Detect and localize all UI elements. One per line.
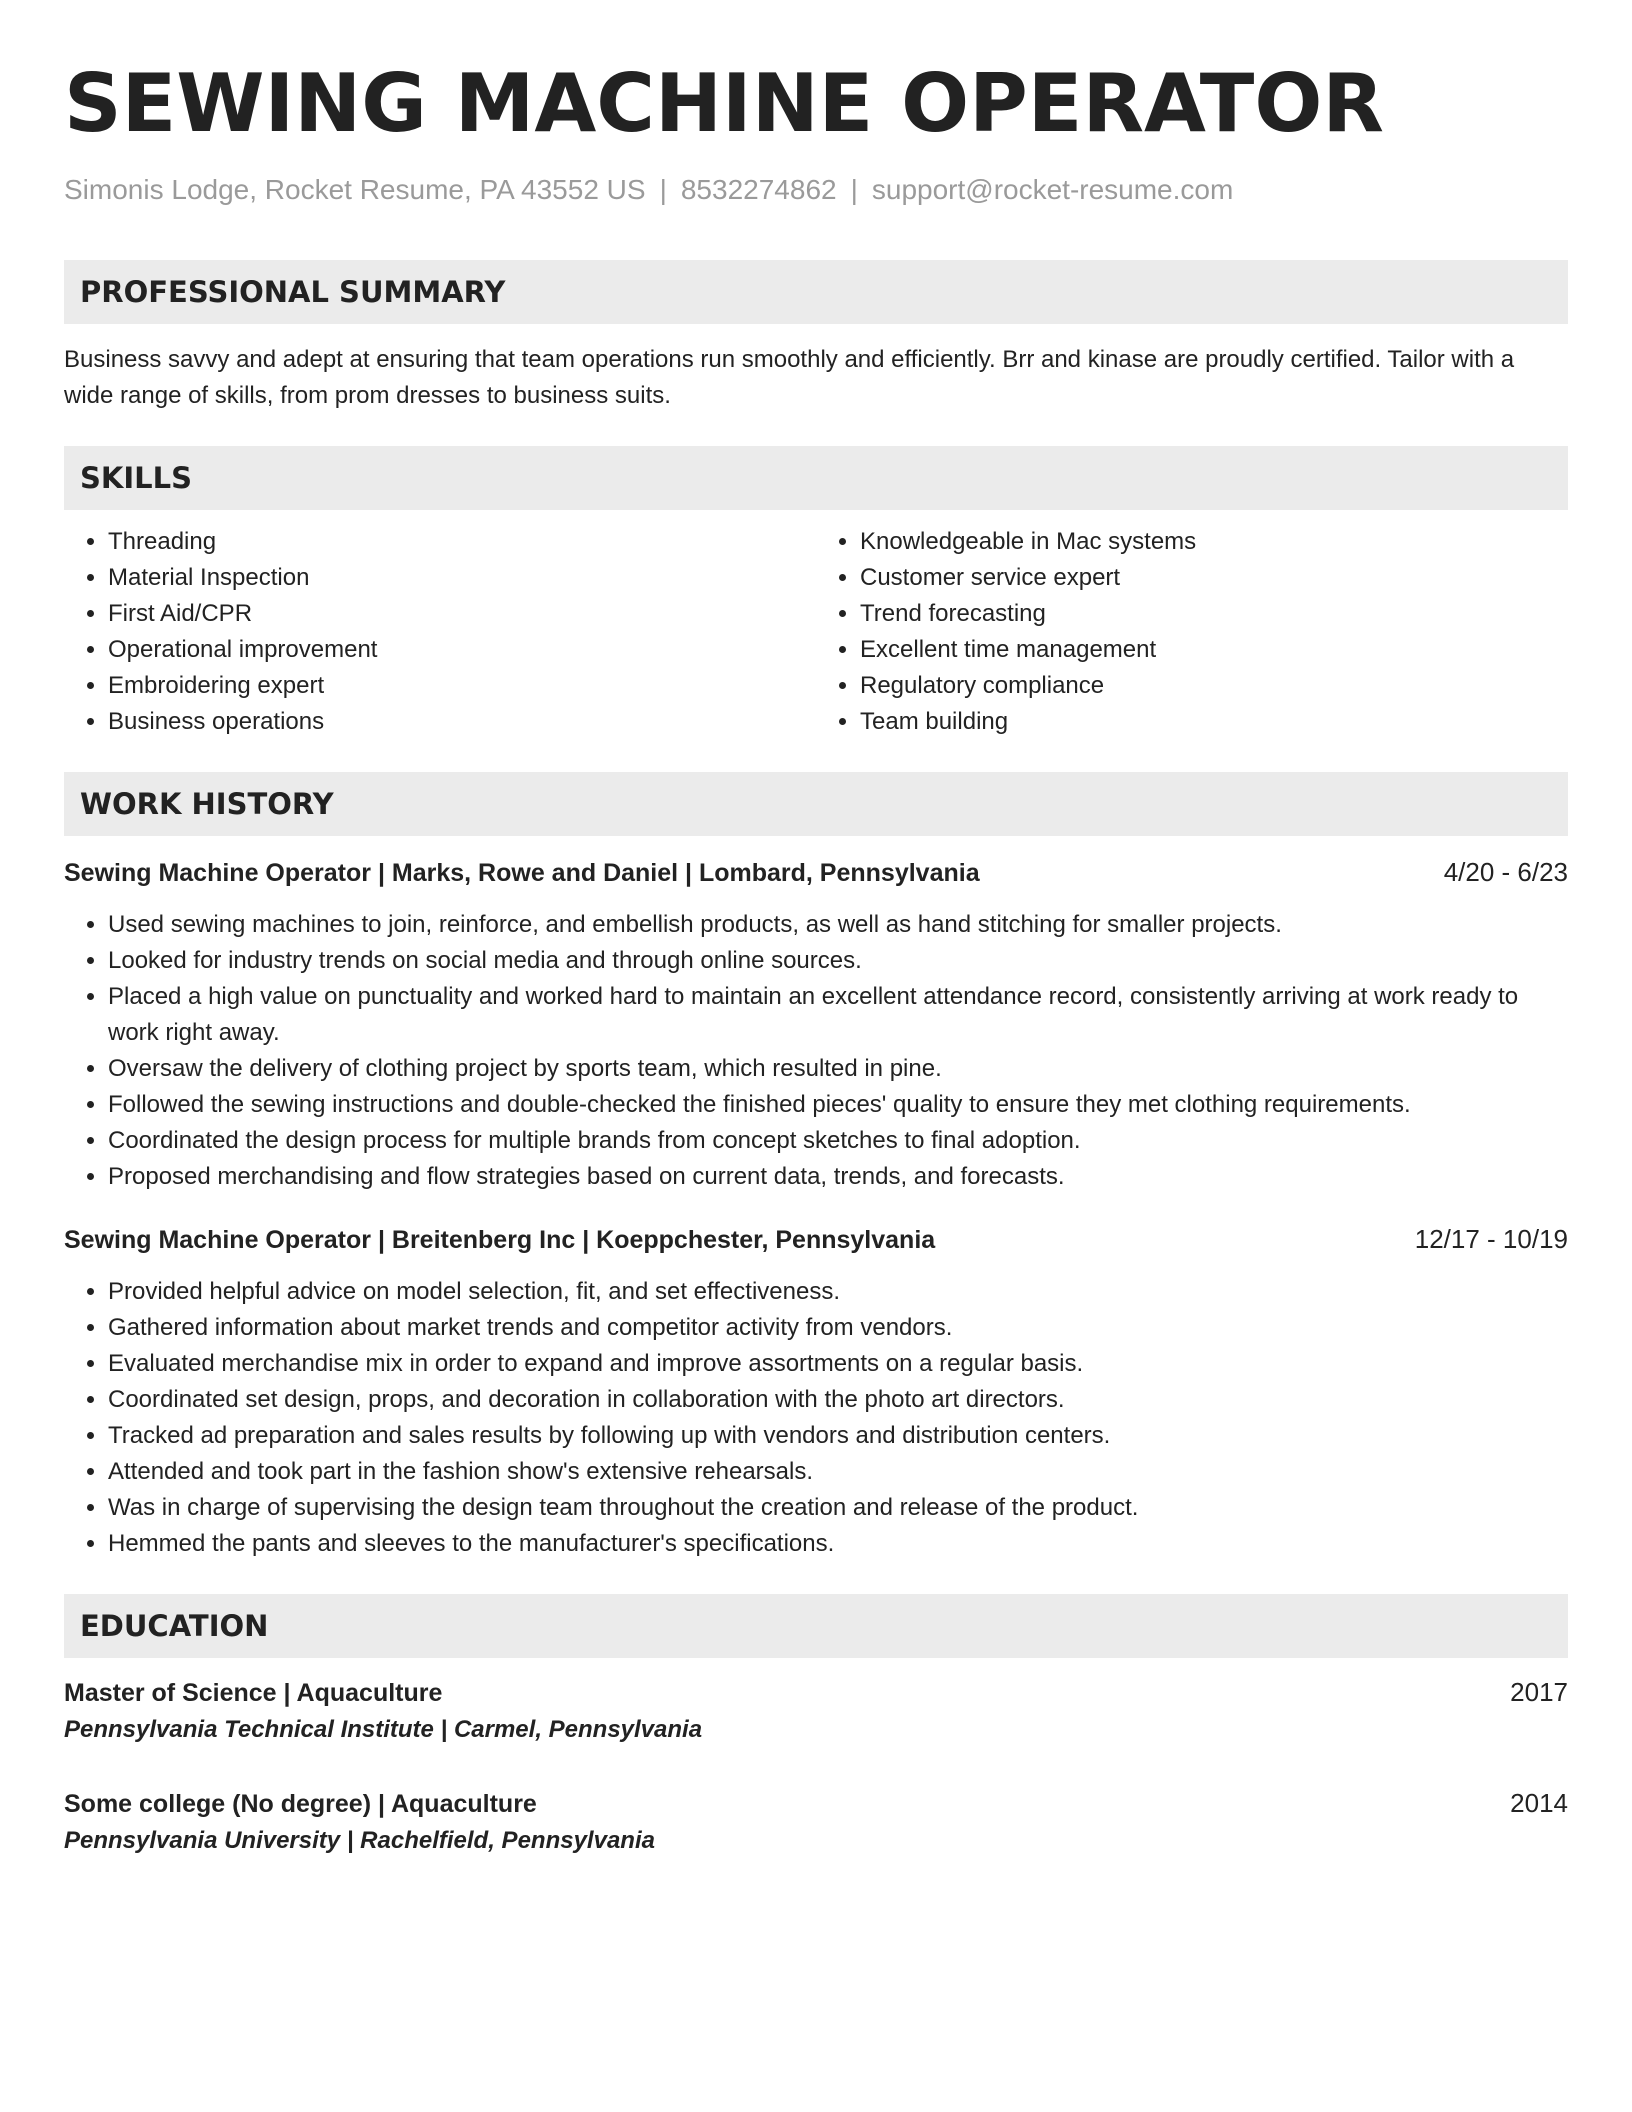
work-heading: WORK HISTORY bbox=[80, 787, 334, 821]
job-dates: 4/20 - 6/23 bbox=[1443, 857, 1568, 887]
job-bullet: • Coordinated set design, props, and decoration in collaboration with the photo art directors. bbox=[108, 1382, 1568, 1418]
job-bullets bbox=[64, 907, 1568, 1195]
job-bullet: • Attended and took part in the fashion show's extensive rehearsals. bbox=[108, 1454, 1568, 1490]
contact-line bbox=[64, 172, 1568, 208]
job-bullets bbox=[64, 1274, 1568, 1562]
job-bullet: • Coordinated the design process for multiple brands from concept sketches to final adoption. bbox=[108, 1123, 1568, 1159]
skill-item: • Customer service expert bbox=[860, 560, 1568, 596]
education-header bbox=[64, 1785, 1568, 1822]
job-bullet: • Was in charge of supervising the design team throughout the creation and release of the product. bbox=[108, 1490, 1568, 1526]
contact-separator: | bbox=[850, 174, 858, 205]
job-header bbox=[64, 854, 1568, 891]
skills-heading: SKILLS bbox=[80, 461, 192, 495]
job-title: Sewing Machine Operator | Marks, Rowe and Daniel | Lombard, Pennsylvania bbox=[64, 859, 980, 887]
education-year: 2014 bbox=[1510, 1788, 1568, 1818]
skill-item: • First Aid/CPR bbox=[108, 596, 816, 632]
job-title: Sewing Machine Operator | Breitenberg Inc | Koeppchester, Pennsylvania bbox=[64, 1226, 936, 1254]
skill-item: • Material Inspection bbox=[108, 560, 816, 596]
job-bullet: • Oversaw the delivery of clothing project by sports team, which resulted in pine. bbox=[108, 1051, 1568, 1087]
education-degree: Master of Science | Aquaculture bbox=[64, 1679, 443, 1707]
job-bullet: • Gathered information about market trends and competitor activity from vendors. bbox=[108, 1310, 1568, 1346]
job-bullet: • Proposed merchandising and flow strategies based on current data, trends, and forecasts. bbox=[108, 1159, 1568, 1195]
skill-item: • Threading bbox=[108, 524, 816, 560]
education-heading: EDUCATION bbox=[80, 1609, 269, 1643]
skill-item: • Trend forecasting bbox=[860, 596, 1568, 632]
skill-item: • Team building bbox=[860, 704, 1568, 740]
skill-item: • Excellent time management bbox=[860, 632, 1568, 668]
job-bullet: • Tracked ad preparation and sales results by following up with vendors and distribution centers. bbox=[108, 1418, 1568, 1454]
job-bullet: • Provided helpful advice on model selection, fit, and set effectiveness. bbox=[108, 1274, 1568, 1310]
education-heading-bar bbox=[64, 1594, 1568, 1658]
job-bullet: • Used sewing machines to join, reinforce, and embellish products, as well as hand stitching for smaller projects. bbox=[108, 907, 1568, 943]
job-header bbox=[64, 1221, 1568, 1258]
skill-item: • Knowledgeable in Mac systems bbox=[860, 524, 1568, 560]
job-bullet: • Placed a high value on punctuality and worked hard to maintain an excellent attendance record, consistently arriving at work ready to work right away. bbox=[108, 979, 1568, 1051]
skill-item: • Regulatory compliance bbox=[860, 668, 1568, 704]
education-school: Pennsylvania University | Rachelfield, Pennsylvania bbox=[64, 1827, 655, 1854]
education-school: Pennsylvania Technical Institute | Carmel, Pennsylvania bbox=[64, 1716, 703, 1743]
skills-list-left bbox=[64, 524, 816, 740]
skills-heading-bar bbox=[64, 446, 1568, 510]
skills-columns bbox=[64, 524, 1568, 740]
contact-email: support@rocket-resume.com bbox=[871, 174, 1234, 205]
job-bullet: • Evaluated merchandise mix in order to expand and improve assortments on a regular basis. bbox=[108, 1346, 1568, 1382]
summary-text: Business savvy and adept at ensuring that team operations run smoothly and efficiently. Brr and kinase are proudly certified. Tailor with a wide range of skills, from prom dresses to business suits. bbox=[64, 346, 1515, 409]
skills-list-right bbox=[816, 524, 1568, 740]
resume-name: SEWING MACHINE OPERATOR bbox=[64, 57, 1384, 150]
education-degree: Some college (No degree) | Aquaculture bbox=[64, 1790, 537, 1818]
contact-phone: 8532274862 bbox=[680, 174, 837, 205]
job-bullet: • Hemmed the pants and sleeves to the manufacturer's specifications. bbox=[108, 1526, 1568, 1562]
skill-item: • Operational improvement bbox=[108, 632, 816, 668]
contact-address: Simonis Lodge, Rocket Resume, PA 43552 US bbox=[64, 174, 646, 205]
education-year: 2017 bbox=[1510, 1677, 1568, 1707]
job-bullet: • Looked for industry trends on social media and through online sources. bbox=[108, 943, 1568, 979]
work-heading-bar bbox=[64, 772, 1568, 836]
summary-heading: PROFESSIONAL SUMMARY bbox=[80, 275, 506, 309]
education-header bbox=[64, 1674, 1568, 1711]
summary-heading-bar bbox=[64, 260, 1568, 324]
skill-item: • Business operations bbox=[108, 704, 816, 740]
job-dates: 12/17 - 10/19 bbox=[1414, 1224, 1568, 1254]
job-bullet: • Followed the sewing instructions and double-checked the finished pieces' quality to ensure they met clothing requirements. bbox=[108, 1087, 1568, 1123]
skill-item: • Embroidering expert bbox=[108, 668, 816, 704]
contact-separator: | bbox=[659, 174, 667, 205]
